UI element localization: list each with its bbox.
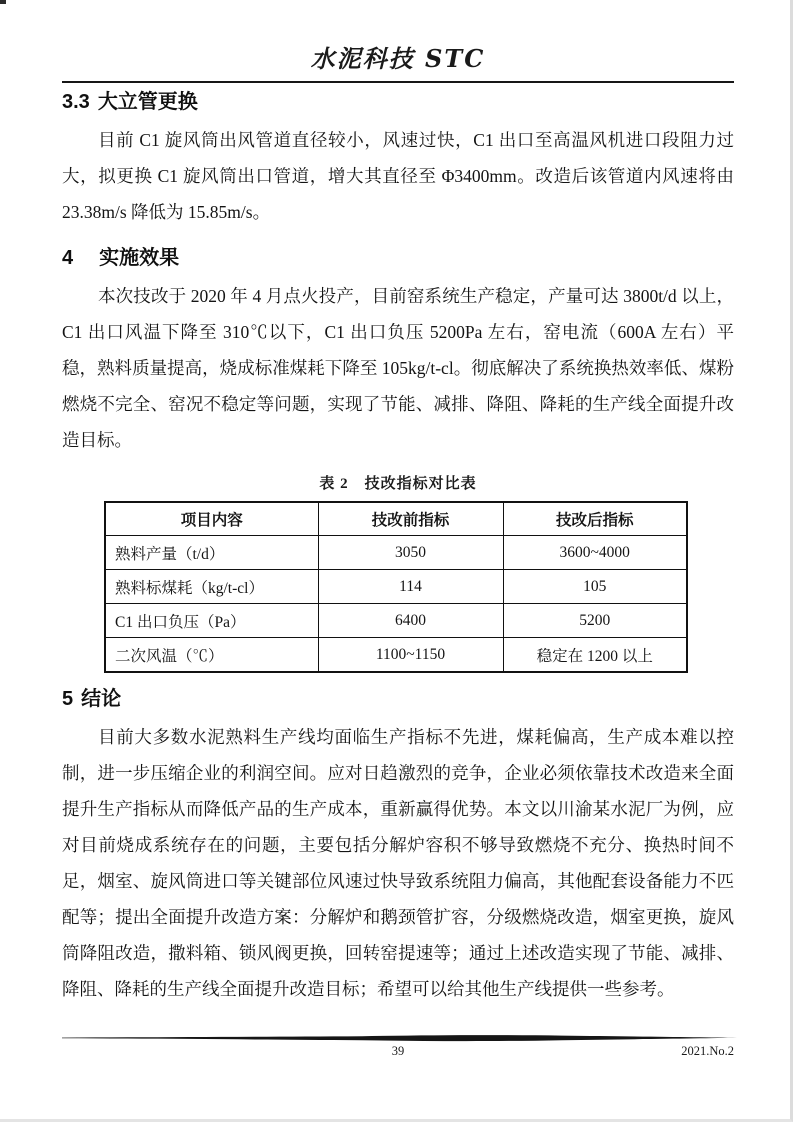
section-title: 大立管更换: [97, 91, 198, 113]
section-heading-3-3: [62, 88, 734, 116]
cell-after: 稳定在 1200 以上: [503, 638, 687, 673]
cell-before: 6400: [318, 604, 503, 638]
cell-after: 105: [503, 570, 687, 604]
col-header-after: 技改后指标: [503, 502, 687, 536]
paragraph-5: 目前大多数水泥熟料生产线均面临生产指标不先进，煤耗偏高，生产成本难以控制，进一步压缩企业的利润空间。应对日趋激烈的竞争，企业必须依靠技术改造来全面提升生产指标从而降低产品的生产成本，重新赢得优势。本文以川渝某水泥厂为例，应对目前烧成系统存在的问题，主要包括分解炉容积不够导致燃烧不充分、换热时间不足，烟室、旋风筒进口等关键部位风速过快导致系统阻力偏高，其他配套设备能力不匹配等；提出全面提升改造方案：分解炉和鹅颈管扩容，分级燃烧改造，烟室更换，旋风筒降阻改造，撒料箱、锁风阀更换，回转窑提速等；通过上述改造实现了节能、减排、降阻、降耗的生产线全面提升改造目标；希望可以给其他生产线提供一些参考。: [62, 727, 734, 999]
section-number: 5: [62, 688, 74, 710]
section-title: 结论: [81, 688, 122, 710]
cell-before: 114: [318, 570, 503, 604]
paragraph-3-3: 目前 C1 旋风筒出风管道直径较小，风速过快，C1 出口至高温风机进口段阻力过大，拟更换 C1 旋风筒出口管道，增大其直径至 Φ3400mm。改造后该管道内风速将由 23.38m/s 降低为 15.85m/s。: [62, 130, 734, 222]
page-footer: [62, 1034, 734, 1062]
comparison-table: [104, 501, 688, 673]
col-header-before: 技改前指标: [318, 502, 503, 536]
table-row: [105, 536, 687, 570]
cell-after: 3600~4000: [503, 536, 687, 570]
section-number: 4: [62, 247, 74, 269]
section-heading-4: [62, 244, 734, 272]
issue-number: 2021.No.2: [681, 1044, 734, 1058]
section-number: 3.3: [62, 91, 90, 113]
page-number: 39: [391, 1044, 405, 1058]
paragraph-4: 本次技改于 2020 年 4 月点火投产，目前窑系统生产稳定，产量可达 3800t/d 以上，C1 出口风温下降至 310℃以下，C1 出口负压 5200Pa 左右，窑电流（600A 左右）平稳，熟料质量提高，烧成标准煤耗下降至 105kg/t-cl。彻底解决了系统换热效率低、煤粉燃烧不完全、窑况不稳定等问题，实现了节能、减排、降阻、降耗的生产线全面提升改造目标。: [62, 286, 734, 450]
cell-item: C1 出口负压（Pa）: [105, 604, 318, 638]
scan-corner-artifact: [0, 0, 6, 4]
footer-text-row: [62, 1044, 734, 1062]
section-title: 实施效果: [99, 247, 180, 269]
cell-before: 3050: [318, 536, 503, 570]
table-row: [105, 604, 687, 638]
journal-title: 水泥科技 STC: [310, 44, 486, 73]
cell-after: 5200: [503, 604, 687, 638]
header-rule: [62, 81, 734, 83]
table-caption: 表 2 技改指标对比表: [319, 476, 477, 492]
section-heading-5: [62, 685, 734, 713]
table-row: [105, 638, 687, 673]
cell-item: 熟料标煤耗（kg/t-cl）: [105, 570, 318, 604]
cell-item: 熟料产量（t/d）: [105, 536, 318, 570]
table-row: [105, 570, 687, 604]
footer-rule: [62, 1034, 737, 1043]
col-header-item: 项目内容: [105, 502, 318, 536]
cell-before: 1100~1150: [318, 638, 503, 673]
table-header-row: [105, 502, 687, 536]
cell-item: 二次风温（℃）: [105, 638, 318, 673]
